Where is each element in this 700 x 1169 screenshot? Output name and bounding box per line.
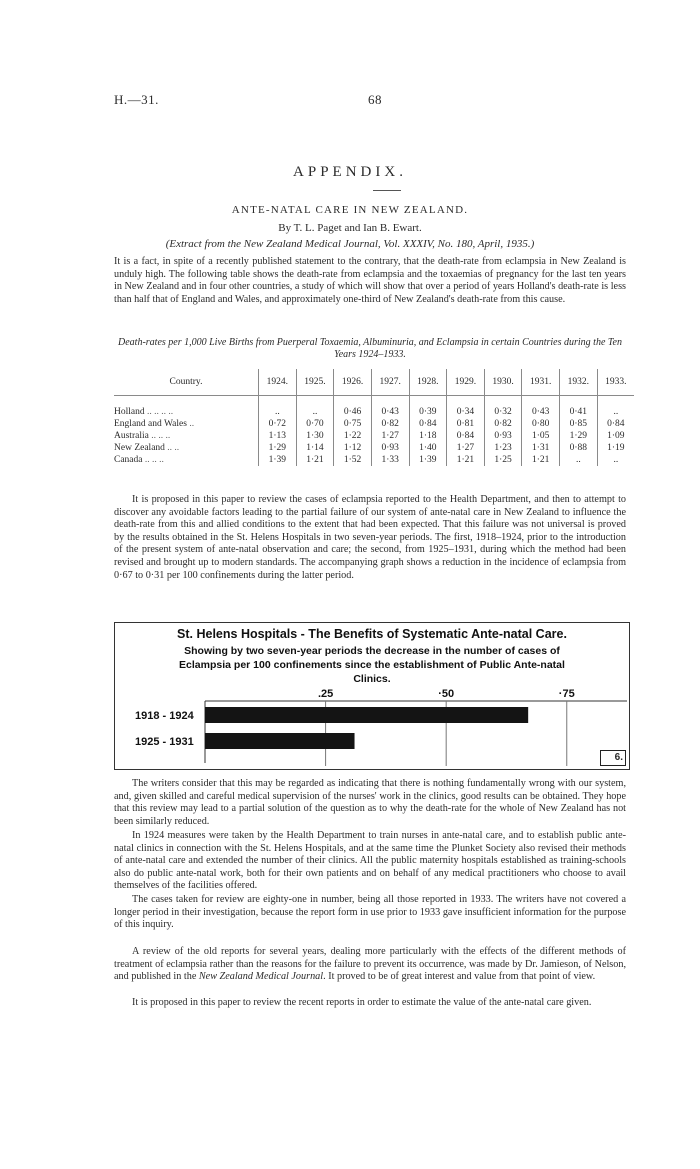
category-label: 1925 - 1931 [135, 736, 194, 748]
rate-cell: 1·33 [371, 454, 409, 466]
x-tick-label: ·75 [558, 688, 575, 700]
country-name [114, 430, 259, 442]
eclampsia-bar-chart [114, 622, 630, 770]
closing-paragraph: The cases taken for review are eighty-one in number, being all those reported in 1933. The writers have not covered a longer period in their investigation, because the report form in use prior to 1933 gave insufficient information for the purpose of this inquiry. [114, 894, 626, 931]
chart-subtitle-line-1: Showing by two seven-year periods the decrease in the number of cases of [184, 645, 560, 657]
country-name [114, 442, 259, 454]
country-name [114, 454, 259, 466]
leader-dots: .. .. .. [144, 455, 164, 465]
leader-dots: .. [189, 419, 195, 429]
rate-cell: 1·25 [484, 454, 522, 466]
category-label: 1918 - 1924 [135, 710, 194, 722]
table-row [114, 418, 634, 430]
body-paragraph: It is proposed in this paper to review the cases of eclampsia reported to the Health Department, and then to attempt to discover any avoidable factors leading to the partial failure of our system of ante-natal care in New Zealand to influence the death-rate from this and allied conditions to the extent that had been expected. That this failure was not universal is proved by the results obtained in the St. Helens Hospitals in two seven-year periods. The first, 1918–1924, prior to the introduction of the present system of ante-natal observation and care; the second, from 1925–1931, during which the method had been revised and brought up to modern standards. The accompanying graph shows a reduction in the incidence of eclampsia from 0·67 to 0·31 per 100 confinements during the latter period. [114, 494, 626, 581]
rate-cell: 0·81 [447, 418, 485, 430]
year-header-3: 1927. [371, 369, 409, 396]
rate-cell: 0·34 [447, 396, 485, 419]
rate-cell: 1·27 [371, 430, 409, 442]
rate-cell: 1·29 [560, 430, 598, 442]
year-header-7: 1931. [522, 369, 560, 396]
rate-cell: 0·43 [371, 396, 409, 419]
rate-cell: 0·75 [334, 418, 372, 430]
rate-cell: 0·82 [484, 418, 522, 430]
rate-cell: 0·93 [371, 442, 409, 454]
rate-cell: 1·23 [484, 442, 522, 454]
table-row [114, 430, 634, 442]
rate-cell: 1·18 [409, 430, 447, 442]
country-label: New Zealand [114, 443, 168, 453]
rate-cell: 1·39 [409, 454, 447, 466]
country-label: England and Wales [114, 419, 190, 429]
x-tick-label: ·50 [438, 688, 455, 700]
country-label: Canada [114, 455, 145, 465]
rate-cell: 1·12 [334, 442, 372, 454]
leader-dots: .. .. .. .. [146, 407, 174, 417]
rate-cell: 1·21 [522, 454, 560, 466]
rate-cell: 1·14 [296, 442, 334, 454]
rate-cell: 0·39 [409, 396, 447, 419]
rate-cell: 0·32 [484, 396, 522, 419]
country-name [114, 396, 259, 419]
page-number: 68 [368, 92, 382, 107]
year-header-2: 1926. [334, 369, 372, 396]
table-row [114, 454, 634, 466]
year-header-5: 1929. [447, 369, 485, 396]
closing-paragraph: It is proposed in this paper to review the recent reports in order to estimate the value of the ante-natal care given. [132, 997, 592, 1008]
rate-cell: 1·39 [259, 454, 297, 466]
leader-dots: .. .. [167, 443, 180, 453]
appendix-heading: APPENDIX. [293, 164, 407, 180]
rate-cell: 0·41 [560, 396, 598, 419]
bar [205, 707, 528, 723]
rate-cell: 1·09 [597, 430, 634, 442]
rate-cell: 1·21 [447, 454, 485, 466]
rate-cell: 1·40 [409, 442, 447, 454]
article-title: ANTE-NATAL CARE IN NEW ZEALAND. [231, 204, 469, 216]
rate-cell: 0·93 [484, 430, 522, 442]
rate-cell: .. [597, 454, 634, 466]
table-caption: Death-rates per 1,000 Live Births from Puerperal Toxaemia, Albuminuria, and Eclampsia in certain Countries during the Ten Years 1924–1933. [118, 337, 622, 360]
rate-cell: 1·21 [296, 454, 334, 466]
rate-cell: .. [296, 396, 334, 419]
rate-cell: .. [597, 396, 634, 419]
rate-cell: 0·80 [522, 418, 560, 430]
paragraph-text: A review of the old reports for several years, dealing more particularly with the effects of the different methods of treatment of eclampsia rather than the reasons for the failure to prevent its occurrence, was made by Dr. Jamieson, of Nelson, and published in the [114, 946, 626, 983]
rate-cell: 1·05 [522, 430, 560, 442]
rate-cell: 0·85 [560, 418, 598, 430]
heading-rule [373, 190, 401, 191]
rate-cell: 0·84 [447, 430, 485, 442]
rate-cell: .. [259, 396, 297, 419]
article-source: (Extract from the New Zealand Medical Journal, Vol. XXXIV, No. 180, April, 1935.) [165, 238, 535, 250]
year-header-8: 1932. [560, 369, 598, 396]
rate-cell: 1·30 [296, 430, 334, 442]
journal-name: New Zealand Medical Journal [198, 971, 324, 983]
table-row [114, 396, 634, 419]
rate-cell: 0·72 [259, 418, 297, 430]
closing-paragraph [114, 946, 626, 984]
leader-dots: .. .. .. [151, 431, 171, 441]
chart-plot [115, 623, 629, 769]
table-row [114, 442, 634, 454]
report-reference: H.—31. [114, 92, 159, 107]
rate-cell: 0·70 [296, 418, 334, 430]
rate-cell: 1·19 [597, 442, 634, 454]
year-header-4: 1928. [409, 369, 447, 396]
year-header-9: 1933. [597, 369, 634, 396]
rate-cell: 1·13 [259, 430, 297, 442]
year-header-1: 1925. [296, 369, 334, 396]
closing-paragraph: In 1924 measures were taken by the Health Department to train nurses in ante-natal care, and to establish public ante-natal clinics in connection with the St. Helens Hospitals, and at the same time the Plunket Society also revised their methods of ante-natal care and extended the number of their clinics. All the public maternity hospitals established as training-schools also do public ante-natal work, both for their own patients and on behalf of any medical practitioners who choose to avail themselves of the facilities offered. [114, 830, 626, 892]
rate-cell: 0·84 [409, 418, 447, 430]
article-authors: By T. L. Paget and Ian B. Ewart. [278, 222, 422, 234]
rate-cell: 0·88 [560, 442, 598, 454]
country-name [114, 418, 259, 430]
table-body [114, 396, 634, 467]
intro-paragraph: It is a fact, in spite of a recently published statement to the contrary, that the death-rate from eclampsia in New Zealand is unduly high. The following table shows the death-rate from eclampsia and the toxaemias of pregnancy for the last ten years in New Zealand and in four other countries, a study of which will show that over a period of years Holland's death-rate is less than half that of England and Wales, and approximately one-third of New Zealand's death-rate from this cause. [114, 256, 626, 305]
rate-cell: 1·27 [447, 442, 485, 454]
chart-subtitle-line-3: Clinics. [353, 673, 391, 685]
rate-cell: 0·82 [371, 418, 409, 430]
chart-subtitle-line-2: Eclampsia per 100 confinements since the establishment of Public Ante-natal [179, 659, 565, 671]
rate-cell: 1·52 [334, 454, 372, 466]
year-header-0: 1924. [259, 369, 297, 396]
rate-cell: 0·84 [597, 418, 634, 430]
country-label: Australia [114, 431, 152, 441]
rate-cell: 1·22 [334, 430, 372, 442]
rate-cell: 1·29 [259, 442, 297, 454]
death-rate-table [114, 369, 634, 466]
rate-cell: 0·43 [522, 396, 560, 419]
year-header-6: 1930. [484, 369, 522, 396]
rate-cell: .. [560, 454, 598, 466]
plate-number: 6. [600, 750, 626, 766]
country-column-header: Country. [114, 369, 259, 396]
table-header-row [114, 369, 634, 396]
closing-paragraph: The writers consider that this may be regarded as indicating that there is nothing fundamentally wrong with our system, and, given skilled and careful medical supervision of the nurses' work in the clinics, good results can be obtained. They hope that this review may lead to a partial solution of the question as to why the death-rate for the whole of New Zealand has not been similarly reduced. [114, 778, 626, 827]
x-tick-label: .25 [317, 688, 334, 700]
rate-cell: 0·46 [334, 396, 372, 419]
chart-title: St. Helens Hospitals - The Benefits of Systematic Ante-natal Care. [177, 627, 567, 641]
paragraph-text: . It proved to be of great interest and value from that point of view. [323, 971, 596, 983]
country-label: Holland [114, 407, 147, 417]
rate-cell: 1·31 [522, 442, 560, 454]
bar [205, 733, 355, 749]
